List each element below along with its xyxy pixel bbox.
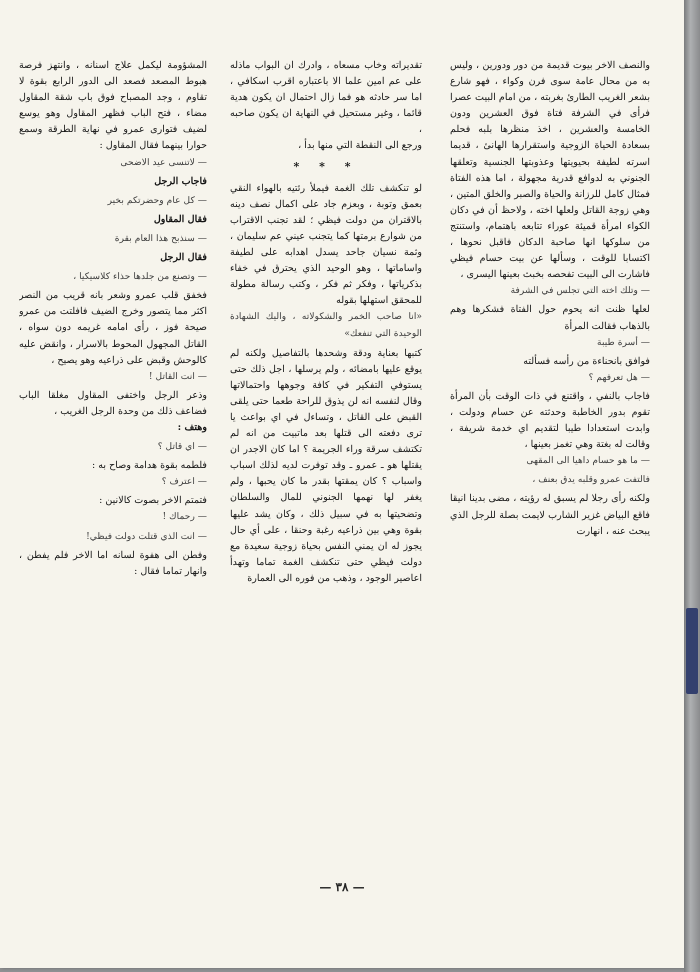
speaker-line: وهتف : <box>177 421 207 433</box>
dialogue-line: «انا صاحب الخمر والشكولاته ، واليك الشهادة الوحيدة التي تنفعك» <box>230 311 422 339</box>
text-column-middle <box>230 58 422 878</box>
text-column-left <box>19 58 207 878</box>
dialogue-line: — سنذبح هذا العام بقرة <box>114 232 207 244</box>
dialogue-line: — اعترف ؟ <box>161 476 207 488</box>
dialogue-line: — رحماك ! <box>162 511 207 523</box>
dialogue-line: فالتفت عمرو وقلبه يدق بعنف ، <box>532 474 650 486</box>
paragraph: وفطن الى هفوة لسانه اما الاخر فلم يفطن ، وانهار تماما فقال : <box>19 549 207 577</box>
dialogue-line: — وتلك اخته التي تجلس في الشرفة <box>510 285 650 297</box>
speaker-line: فقال المقاول <box>153 213 207 225</box>
dialogue-line: — ما هو حسام داهيا الى المقهى <box>526 455 650 467</box>
bookmark-tab <box>686 608 698 694</box>
section-separator: * * * <box>293 159 359 173</box>
paragraph: فتمتم الاخر بصوت كالانين : <box>99 495 207 507</box>
speaker-line: فاجاب الرجل <box>154 175 207 187</box>
paragraph: ورجع الى النقطة التي منها بدأ ، <box>298 140 422 152</box>
paragraph: وذعر الرجل واختفى المقاول مغلقا الباب فضاعف ذلك من وحدة الرجل الغريب ، <box>19 389 207 417</box>
speaker-line: فقال الرجل <box>160 252 207 264</box>
paragraph: لعلها ظنت انه يحوم حول الفتاة فشكرها وهم بالذهاب فقالت المرأة <box>450 304 650 332</box>
paragraph: تقديراته وخاب مسعاه ، وادرك ان البواب ماذله على عم امين علما الا باعتباره اقرب اسكافي ، اما سر حادثه هو فما زال احتمال ان يكون هدية قائما ، وغير مستحيل في النهاية ان يكون صاحبه ، <box>230 60 422 136</box>
paragraph: فاجاب بالنفي ، واقتنع في ذات الوقت بأن المرأة تقوم بدور الخاطبة وحدثته عن حسام ودولت ، وابدت استعدادا طيبا لتقديم اي خدمة شريفة ، وقالت له بغتة وهي تغمز بعينها ، <box>450 390 650 451</box>
dialogue-line: — لاتنسى عيد الاضحى <box>120 156 207 168</box>
paragraph: فلطمه بقوة هدامة وصاح به : <box>91 460 207 472</box>
paragraph: المشؤومة ليكمل علاج اسنانه ، وانتهز فرصة هبوط المصعد فصعد الى الدور الرابع بقوة لا تقاوم ، وجد المصباح فوق باب شقة المقاول مضاء ، فتح الباب فظهر المقاول وهو يوسع لضيف فتوارى عمرو في نهاية الطرقة وسمع حوارا بينهما فقال المقاول : <box>19 60 207 152</box>
paragraph: فخفق قلب عمرو وشعر بانه قريب من النصر اكثر مما يتصور وخرج الضيف فافلتت من عمرو صيحة فوز ، رأى امامه غريمه دون سواه ، القاتل المجهول المحوط بالاسرار ، وانقض عليه كالوحش وقبض على ذراعيه وهو يصيح ، <box>19 290 207 366</box>
book-spine <box>684 0 700 972</box>
paragraph: كتبها بعناية ودقة وشحدها بالتفاصيل ولكنه لم يوقع عليها بامضائه ، ولم يرسلها ، اجل ذلك حتى يستوفي التفكير في كافة وجوهها واحتمالاتها وقال لنفسه انه لن يذوق للراحة طعما حتى يلقى القبض على القاتل ، وتساءل في اي بواعث يا ترى دفعته الى قتلها بعد ماتبيت من انه لم تكتشف سرقة وراء الجريمة ؟ اما كان الاجدر ان يقتلها هو ـ عمرو ـ وقد توفرت لديه لذلك اسباب واسباب ؟ كان يمقتها بقدر ما كان يحبها ، ولم يغفر لها نهمها الجنوني للمال والسلطان وتضحيتها به في سبيل ذلك ، وكان يشد عليها بقوة وهي بين ذراعيه رغبة وحنقا ، على أي حال يجوز له ان يمني النفس بحياة زوجية سعيدة مع دولت فيظي حتى تنكشف الغمة تماما وتهدأ اعاصير الوجود ، وذهب من فوره الى العمارة <box>230 347 422 584</box>
dialogue-line: — وتصنع من جلدها حذاء كلاسيكيا ، <box>73 271 207 283</box>
dialogue-line: — أسرة طيبة <box>597 336 650 348</box>
paragraph: والنصف الاخر بيوت قديمة من دور ودورين ، وليس به من محال عامة سوى فرن وكواء ، فهو شارع بشعر الغريب الطارئ بغربته ، من امام البيت عصرا فرأى في الشرفة فتاة فوق العشرين ودون الخامسة والعشرين ، اخذ منظرها بلبه فحلم بسعادة الحياة الزوجية واستقرارها الهانئ ، قديما اسرته لطيفة بحيويتها وعذوبتها الجنسية وتعلقها الجنوني به لدوافع قدرية مجهولة ، اما هذه الفتاة فمثال كامل للرزانة والحياة والصبر والخلق المتين ، وهي زوجة القاتل ولعلها اخته ، ولاحظ أن في دكان الكواء امرأة قميئة عوراء تتابعه باهتمام، واستنتج من سلوكها انها صاحبة الدكان فاقبل نحوها ، اكتسابا للوقت ، وسألها عن بيت حسام فيظي فاشارت الى البيت تفحصه بخبث بعينها اليسرى ، <box>450 60 650 281</box>
dialogue-line: — انت الذي قتلت دولت فيظي! <box>86 530 207 542</box>
dialogue-line: — كل عام وحضرتكم بخير <box>107 194 207 206</box>
paragraph: ولكنه رأى رجلا لم يسبق له رؤيته ، مضى بدينا انيقا فاقع البياض غزير الشارب لايمت بصلة للرجل الذي يبحث عنه ، انهارت <box>450 493 650 537</box>
dialogue-line: — هل تعرفهم ؟ <box>588 371 650 383</box>
text-column-right <box>450 58 650 878</box>
dialogue-line: — انت القاتل ! <box>148 370 207 382</box>
dialogue-line: — اي قاتل ؟ <box>157 441 207 453</box>
paragraph: لو تنكشف تلك الغمة فيملأ رئتيه بالهواء النقي بعمق وتوبة ، وبعزم جاد على اكمال نصف دينه بالاقتران من دولت فيظي ؛ لقد تجنب الاقتراب من شوارع برمتها كما يتجنب عيني عم سليمان ، وثمة نسيان جاحد يسدل اهدابه على لطيفة واساماتها ، وهو الوحيد الذي يحترق في خفاء بذكرياتها ، وفكر ثم فكر ، وكتب رسالة مطولة للمحقق استهلها بقوله <box>230 182 422 307</box>
page-number: — ٣٨ — <box>319 880 365 894</box>
paragraph: فوافق بانحناءة من رأسه فسألته <box>523 355 650 367</box>
